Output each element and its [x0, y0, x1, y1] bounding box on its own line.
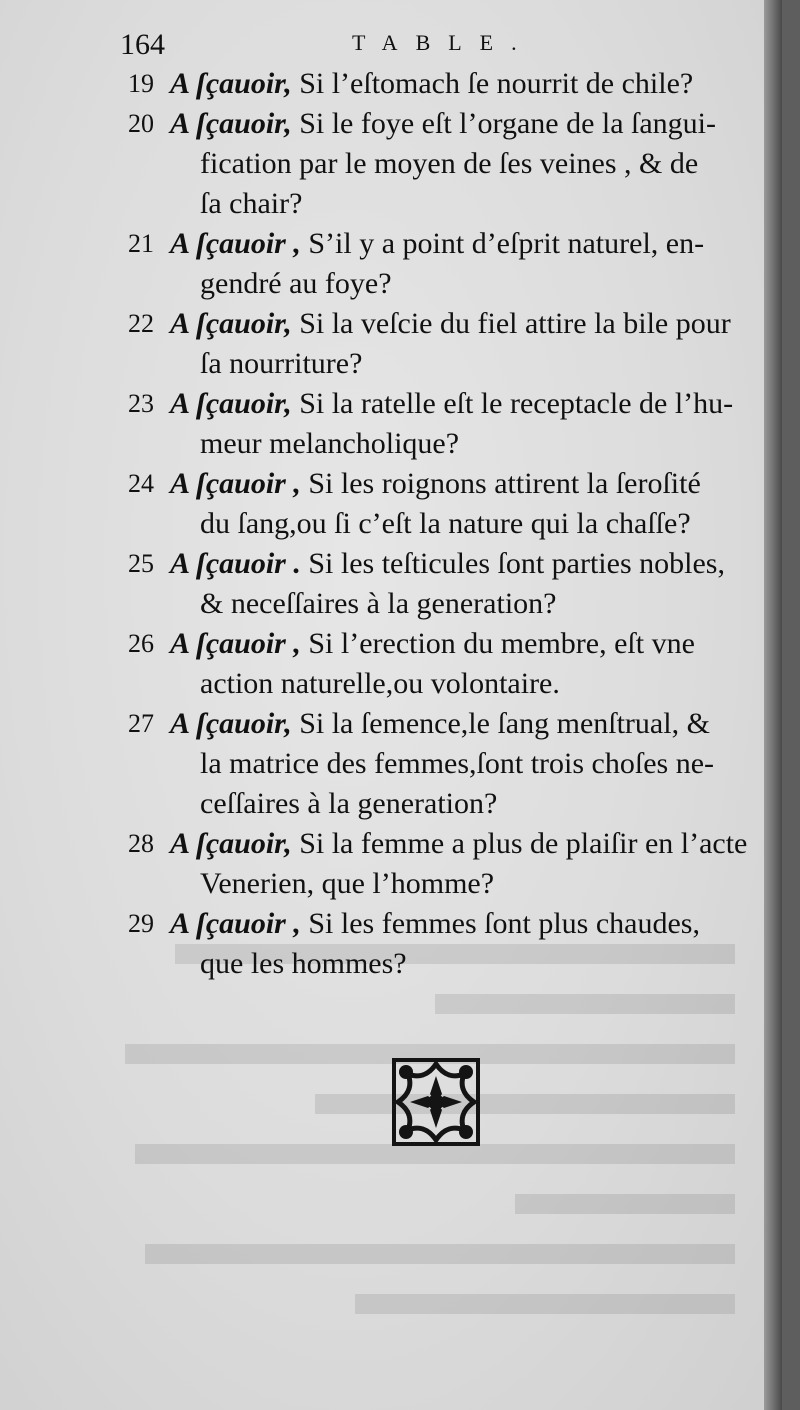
entry-number: 21	[128, 229, 154, 258]
entry-line	[170, 584, 768, 624]
table-entries	[118, 64, 768, 984]
entry-text: Si la veſcie du fiel attire la bile pour	[299, 307, 731, 340]
entry-text: meur melancholique?	[200, 427, 460, 460]
entry-number: 25	[128, 549, 154, 578]
entry-lead: A ſçauoir .	[170, 547, 301, 580]
entry-number: 22	[128, 309, 154, 338]
entry-text: action naturelle,ou volontaire.	[200, 667, 560, 700]
entry-number: 23	[128, 389, 154, 418]
entry-text: Si les roignons attirent la ſeroſité	[308, 467, 701, 500]
table-entry	[118, 224, 768, 304]
entry-lead: A ſçauoir,	[170, 827, 292, 860]
entry-line	[170, 704, 768, 744]
entry-lead: A ſçauoir,	[170, 107, 292, 140]
entry-line	[170, 224, 768, 264]
table-entry	[118, 384, 768, 464]
entry-line	[170, 344, 768, 384]
entry-line	[170, 544, 768, 584]
entry-text: Si la ratelle eſt le receptacle de l’hu-	[299, 387, 734, 420]
entry-text: & neceſſaires à la generation?	[200, 587, 557, 620]
entry-line	[170, 144, 768, 184]
entry-text: fication par le moyen de ſes veines , & de	[200, 147, 699, 180]
entry-number: 27	[128, 709, 154, 738]
entry-lead: A ſçauoir ,	[170, 227, 301, 260]
entry-lead: A ſçauoir,	[170, 67, 292, 100]
entry-lead: A ſçauoir ,	[170, 907, 301, 940]
entry-line	[170, 864, 768, 904]
entry-lead: A ſçauoir,	[170, 307, 292, 340]
entry-text: ſa nourriture?	[200, 347, 363, 380]
table-entry	[118, 64, 768, 104]
entry-lead: A ſçauoir ,	[170, 627, 301, 660]
entry-line	[170, 264, 768, 304]
entry-text: Si le foye eſt l’organe de la ſangui-	[299, 107, 717, 140]
running-head	[118, 28, 758, 68]
table-entry	[118, 104, 768, 224]
entry-number: 26	[128, 629, 154, 658]
entry-text: S’il y a point d’eſprit naturel, en-	[308, 227, 705, 260]
entry-line	[170, 64, 768, 104]
entry-text: Si les femmes ſont plus chaudes,	[308, 907, 700, 940]
entry-line	[170, 904, 768, 944]
entry-number: 24	[128, 469, 154, 498]
entry-line	[170, 424, 768, 464]
entry-text: que les hommes?	[200, 947, 407, 980]
entry-text: Si la ſemence,le ſang menſtrual, &	[299, 707, 710, 740]
entry-text: gendré au foye?	[200, 267, 392, 300]
entry-lead: A ſçauoir,	[170, 707, 292, 740]
entry-text: la matrice des femmes,ſont trois choſes ne-	[200, 747, 714, 780]
fleuron-ornament-icon	[388, 1054, 484, 1150]
table-entry	[118, 704, 768, 824]
entry-line	[170, 384, 768, 424]
entry-text: Si les teſticules ſont parties nobles,	[308, 547, 725, 580]
entry-number: 28	[128, 829, 154, 858]
entry-text: du ſang,ou ſi c’eſt la nature qui la chaſſe?	[200, 507, 691, 540]
page-gutter-shadow	[764, 0, 782, 1410]
table-entry	[118, 624, 768, 704]
entry-line	[170, 464, 768, 504]
entry-text: ceſſaires à la generation?	[200, 787, 498, 820]
page-number: 164	[120, 28, 165, 61]
entry-text: Si l’eſtomach ſe nourrit de chile?	[299, 67, 694, 100]
running-title: TABLE.	[352, 30, 535, 55]
entry-number: 29	[128, 909, 154, 938]
table-entry	[118, 824, 768, 904]
entry-line	[170, 504, 768, 544]
entry-line	[170, 304, 768, 344]
entry-number: 20	[128, 109, 154, 138]
entry-lead: A ſçauoir,	[170, 387, 292, 420]
entry-line	[170, 664, 768, 704]
table-entry	[118, 304, 768, 384]
entry-line	[170, 104, 768, 144]
entry-line	[170, 624, 768, 664]
entry-text: ſa chair?	[200, 187, 303, 220]
entry-line	[170, 184, 768, 224]
entry-line	[170, 824, 768, 864]
entry-text: Si la femme a plus de plaiſir en l’acte	[299, 827, 748, 860]
table-entry	[118, 904, 768, 984]
entry-line	[170, 744, 768, 784]
table-entry	[118, 544, 768, 624]
entry-line	[170, 944, 768, 984]
table-entry	[118, 464, 768, 544]
entry-number: 19	[128, 69, 154, 98]
entry-lead: A ſçauoir ,	[170, 467, 301, 500]
entry-line	[170, 784, 768, 824]
entry-text: Si l’erection du membre, eſt vne	[308, 627, 695, 660]
entry-text: Venerien, que l’homme?	[200, 867, 495, 900]
